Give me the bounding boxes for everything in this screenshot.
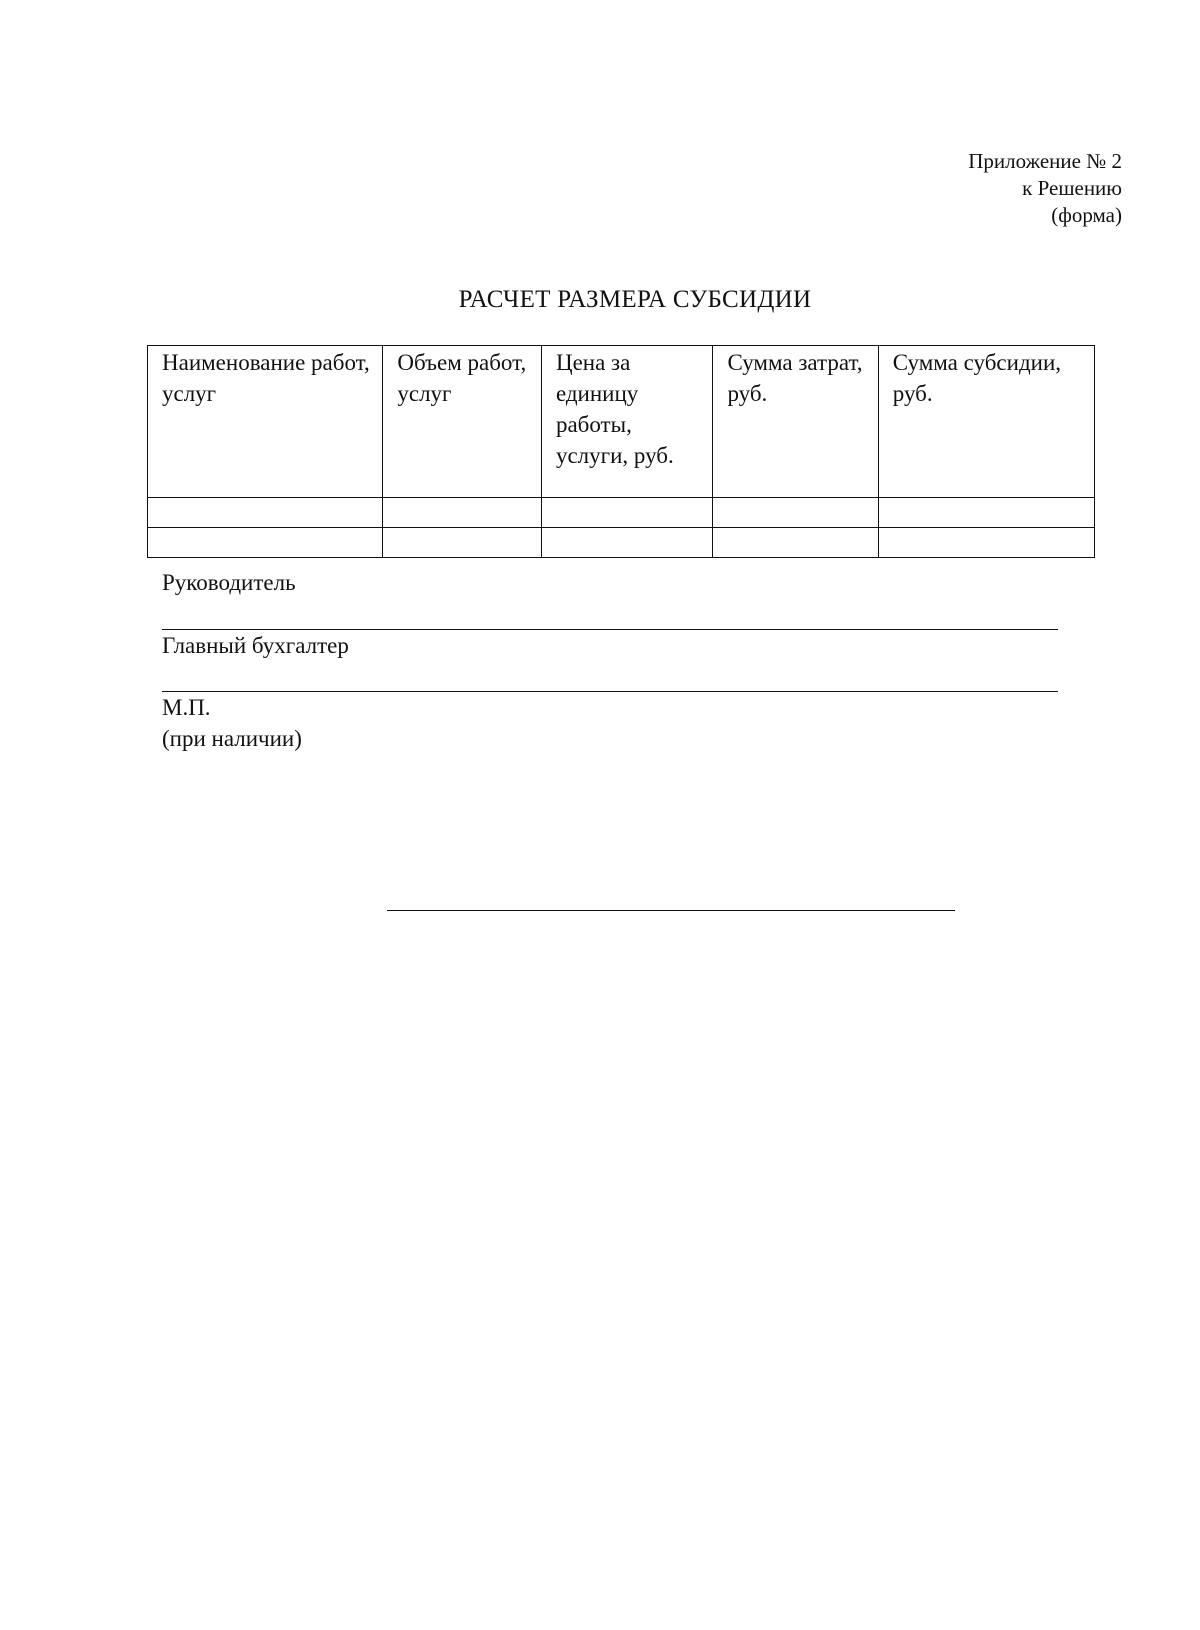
head-signature-line[interactable] <box>162 629 1058 630</box>
annex-reference: к Решению <box>1022 176 1122 200</box>
table-cell[interactable] <box>541 498 712 528</box>
subsidy-table <box>147 345 1095 558</box>
table-cell[interactable] <box>878 528 1094 558</box>
annex-form-label: (форма) <box>1051 203 1122 227</box>
table-cell[interactable] <box>148 498 383 528</box>
table-row <box>148 498 1095 528</box>
table-cell[interactable] <box>878 498 1094 528</box>
table-cell[interactable] <box>383 528 542 558</box>
table-cell[interactable] <box>541 528 712 558</box>
stamp-note: (при наличии) <box>162 726 302 751</box>
annex-number: Приложение № 2 <box>968 149 1122 173</box>
document-end-divider <box>387 910 955 911</box>
head-signature-label: Руководитель <box>162 570 296 595</box>
document-title: РАСЧЕТ РАЗМЕРА СУБСИДИИ <box>458 286 812 313</box>
table-cell[interactable] <box>383 498 542 528</box>
annex-header <box>968 148 1122 229</box>
stamp-label: М.П. <box>162 695 211 720</box>
table-cell[interactable] <box>713 528 878 558</box>
accountant-signature-line[interactable] <box>162 691 1058 692</box>
table-header-row <box>148 346 1095 498</box>
table-cell[interactable] <box>713 498 878 528</box>
table-row <box>148 528 1095 558</box>
header-unit-price: Цена за единицу работы, услуги, руб. <box>541 346 712 498</box>
header-volume: Объем работ, услуг <box>383 346 542 498</box>
header-subsidy-sum: Сумма субсидии, руб. <box>878 346 1094 498</box>
header-works-name: Наименование работ, услуг <box>148 346 383 498</box>
header-cost-sum: Сумма затрат, руб. <box>713 346 878 498</box>
accountant-signature-label: Главный бухгалтер <box>162 633 349 658</box>
table-cell[interactable] <box>148 528 383 558</box>
